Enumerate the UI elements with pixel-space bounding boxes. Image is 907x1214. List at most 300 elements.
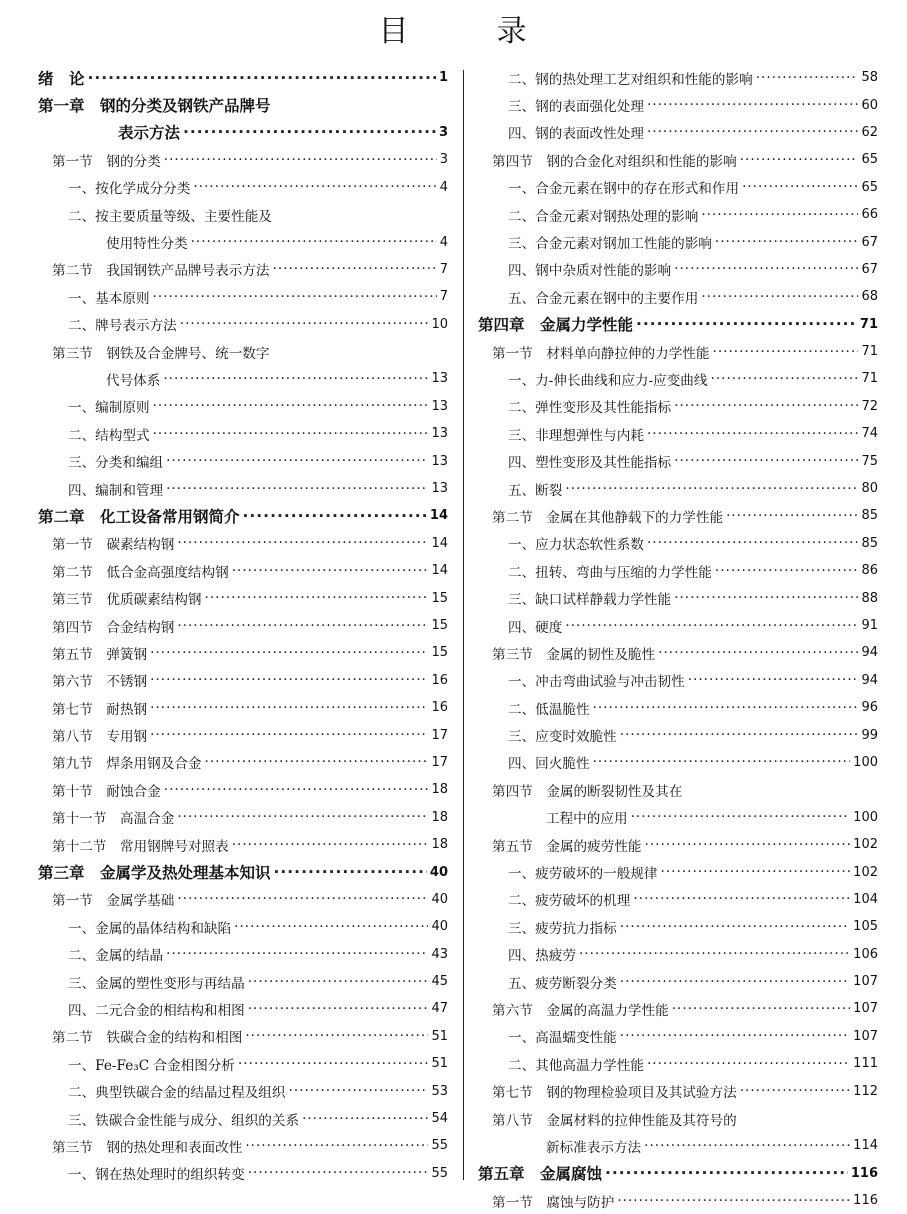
- dot-leader: [674, 590, 858, 606]
- toc-entry-page: 15: [431, 590, 448, 606]
- toc-entry-page: 40: [431, 919, 448, 935]
- toc-entry-item: [478, 91, 878, 118]
- toc-entry-label: 二、典型铁碳合金的结晶过程及组织: [68, 1085, 286, 1102]
- toc-entry-label: 五、疲劳断裂分类: [508, 975, 617, 992]
- toc-entry-page: 71: [861, 371, 878, 387]
- dot-leader: [617, 1193, 850, 1209]
- dot-leader: [726, 508, 858, 524]
- toc-entry-page: 45: [431, 974, 448, 990]
- toc-entry-label: 一、Fe-Fe₃C 合金相图分析: [68, 1057, 235, 1074]
- toc-entry-item: [478, 119, 878, 146]
- toc-entry-page: 14: [429, 508, 448, 524]
- toc-entry-item: [38, 941, 448, 968]
- toc-entry-label: 一、基本原则: [68, 290, 150, 307]
- toc-entry-label: 三、铁碳合金性能与成分、组织的关系: [68, 1112, 300, 1129]
- toc-entry-label: 第十一节 高温合金: [52, 811, 175, 828]
- toc-entry-section: [478, 831, 878, 858]
- toc-entry-item: [478, 941, 878, 968]
- toc-entry-page: 55: [431, 1165, 448, 1181]
- toc-entry-page: 116: [853, 1193, 878, 1209]
- dot-leader: [674, 398, 858, 414]
- dot-leader: [193, 179, 436, 195]
- toc-entry-page: 1: [438, 70, 448, 86]
- toc-entry-label: 一、力-伸长曲线和应力-应变曲线: [508, 372, 708, 389]
- toc-entry-section: [478, 995, 878, 1022]
- toc-entry-page: 7: [439, 261, 448, 277]
- toc-entry-label: 四、编制和管理: [68, 482, 164, 499]
- toc-entry-page: 51: [431, 1056, 448, 1072]
- toc-entry-label: 四、二元合金的相结构和相图: [68, 1002, 245, 1019]
- toc-entry-page: 55: [431, 1138, 448, 1154]
- toc-entry-label: 第二章 化工设备常用钢简介: [38, 507, 240, 526]
- dot-leader: [248, 1001, 429, 1017]
- toc-entry-page: 60: [861, 97, 878, 113]
- dot-leader: [153, 398, 429, 414]
- dot-leader: [647, 124, 859, 140]
- toc-entry-chapter: [38, 91, 448, 118]
- toc-entry-section: [38, 694, 448, 721]
- toc-entry-page: 40: [429, 864, 448, 880]
- toc-entry-item: [38, 475, 448, 502]
- toc-entry-label: 一、按化学成分分类: [68, 181, 191, 198]
- toc-entry-label: 第四节 钢的合金化对组织和性能的影响: [492, 153, 737, 170]
- dot-leader: [166, 481, 428, 497]
- toc-entry-label: 第一节 材料单向静拉伸的力学性能: [492, 345, 710, 362]
- toc-entry-item: [478, 475, 878, 502]
- toc-entry-page: 91: [861, 618, 878, 633]
- dot-leader: [644, 1138, 850, 1154]
- toc-entry-item: [38, 420, 448, 447]
- toc-entry-page: 99: [861, 727, 878, 743]
- dot-leader: [273, 261, 437, 277]
- toc-entry-page: 85: [861, 508, 878, 524]
- title-char-right: 录: [496, 14, 529, 49]
- toc-entry-section: [478, 146, 878, 173]
- toc-entry-label: 四、热疲劳: [508, 948, 576, 965]
- toc-entry-section: [478, 776, 878, 803]
- column-divider: [463, 70, 464, 1180]
- dot-leader: [593, 700, 859, 716]
- title-char-left: 目: [378, 14, 411, 49]
- toc-entry-section: [38, 338, 448, 365]
- toc-entry-page: 65: [861, 152, 878, 168]
- toc-entry-page: 102: [853, 864, 878, 880]
- dot-leader: [701, 207, 858, 223]
- toc-entry-label: 一、应力状态软性系数: [508, 537, 644, 554]
- toc-entry-item: [478, 584, 878, 611]
- page-title: [0, 6, 907, 50]
- toc-entry-label: 三、应变时效脆性: [508, 729, 617, 746]
- dot-leader: [180, 316, 429, 332]
- toc-entry-item: [478, 420, 878, 447]
- dot-leader: [593, 754, 851, 770]
- dot-leader: [150, 645, 428, 661]
- dot-leader: [672, 1001, 850, 1017]
- toc-entry-page: 114: [853, 1138, 878, 1154]
- toc-entry-item: [38, 1077, 448, 1104]
- dot-leader: [238, 1056, 428, 1072]
- toc-entry-label: 二、金属的结晶: [68, 948, 164, 965]
- dot-leader: [166, 946, 428, 962]
- toc-left-column: [38, 64, 448, 1187]
- toc-entry-item: [478, 721, 878, 748]
- toc-entry-item: [478, 174, 878, 201]
- dot-leader: [177, 809, 428, 825]
- toc-entry-label: 第七节 耐热钢: [52, 701, 148, 718]
- toc-entry-item: [38, 311, 448, 338]
- toc-entry-item: [38, 995, 448, 1022]
- toc-entry-item: [478, 612, 878, 639]
- toc-entry-page: 107: [853, 1001, 878, 1017]
- toc-entry-section: [478, 1187, 878, 1214]
- dot-leader: [177, 891, 428, 907]
- dot-leader: [674, 261, 858, 277]
- toc-entry-item: [38, 1105, 448, 1132]
- dot-leader: [191, 234, 437, 250]
- toc-entry-label: 第五节 弹簧钢: [52, 646, 148, 663]
- toc-entry-section: [38, 557, 448, 584]
- dot-leader: [740, 152, 859, 168]
- toc-entry-label: 五、合金元素在钢中的主要作用: [508, 290, 699, 307]
- toc-entry-page: 18: [431, 782, 448, 798]
- toc-entry-item: [478, 858, 878, 885]
- toc-entry-page: 80: [861, 481, 878, 497]
- dot-leader: [205, 590, 429, 606]
- dot-leader: [150, 727, 428, 743]
- toc-entry-label: 第一节 钢的分类: [52, 153, 161, 170]
- toc-entry-chapter: [478, 311, 878, 338]
- toc-entry-page: 68: [861, 289, 878, 305]
- toc-entry-label: 第一节 金属学基础: [52, 893, 175, 910]
- toc-entry-label: 第一节 碳素结构钢: [52, 537, 175, 554]
- dot-leader: [715, 234, 859, 250]
- dot-leader: [177, 535, 428, 551]
- toc-entry-item: [478, 64, 878, 91]
- toc-entry-label: 二、结构型式: [68, 427, 150, 444]
- toc-entry-chapter: [478, 1160, 878, 1187]
- dot-leader: [756, 70, 859, 86]
- dot-leader: [232, 563, 429, 579]
- dot-leader: [647, 1056, 850, 1072]
- toc-entry-item: [478, 256, 878, 283]
- toc-entry-page: 58: [861, 70, 878, 86]
- dot-leader: [183, 123, 436, 141]
- toc-entry-section: [38, 749, 448, 776]
- dot-leader: [633, 891, 850, 907]
- dot-leader: [274, 863, 427, 881]
- dot-leader: [88, 69, 436, 87]
- toc-entry-section: [478, 804, 878, 831]
- toc-entry-item: [38, 283, 448, 310]
- toc-entry-item: [478, 1023, 878, 1050]
- dot-leader: [636, 315, 857, 333]
- toc-entry-page: 10: [431, 316, 448, 332]
- dot-leader: [647, 535, 859, 551]
- dot-leader: [205, 754, 429, 770]
- toc-entry-item: [38, 1160, 448, 1187]
- toc-entry-label: 三、金属的塑性变形与再结晶: [68, 975, 245, 992]
- toc-entry-section: [38, 612, 448, 639]
- dot-leader: [688, 672, 859, 688]
- dot-leader: [715, 563, 859, 579]
- toc-entry-label: 三、合金元素对钢加工性能的影响: [508, 236, 712, 253]
- toc-entry-page: 4: [439, 234, 448, 250]
- toc-entry-page: 40: [431, 891, 448, 907]
- dot-leader: [713, 344, 859, 360]
- dot-leader: [245, 1028, 428, 1044]
- toc-entry-item: [38, 393, 448, 420]
- toc-entry-item: [478, 201, 878, 228]
- toc-entry-page: 13: [431, 371, 448, 387]
- toc-entry-page: 107: [853, 974, 878, 990]
- toc-entry-label: 第三节 钢铁及合金牌号、统一数字: [52, 345, 270, 362]
- toc-entry-page: 3: [439, 152, 448, 168]
- dot-leader: [620, 1028, 850, 1044]
- dot-leader: [658, 645, 858, 661]
- toc-entry-chapter: [38, 502, 448, 529]
- dot-leader: [579, 946, 850, 962]
- toc-entry-section: [478, 639, 878, 666]
- toc-entry-item: [478, 283, 878, 310]
- toc-entry-page: 66: [861, 207, 878, 223]
- toc-entry-label: 第九节 焊条用钢及合金: [52, 756, 202, 773]
- toc-entry-label: 一、合金元素在钢中的存在形式和作用: [508, 181, 740, 198]
- toc-entry-label: 一、编制原则: [68, 400, 150, 417]
- toc-entry-section: [38, 886, 448, 913]
- toc-entry-page: 14: [431, 535, 448, 551]
- dot-leader: [302, 1111, 428, 1127]
- toc-entry-page: 47: [431, 1001, 448, 1017]
- toc-entry-item: [478, 1050, 878, 1077]
- toc-entry-label: 二、弹性变形及其性能指标: [508, 400, 672, 417]
- toc-entry-label: 第二节 金属在其他静载下的力学性能: [492, 509, 724, 526]
- toc-entry-chapter: [38, 858, 448, 885]
- dot-leader: [742, 179, 858, 195]
- toc-entry-label: 四、塑性变形及其性能指标: [508, 455, 672, 472]
- toc-entry-item: [478, 968, 878, 995]
- toc-entry-page: 74: [861, 426, 878, 442]
- dot-leader: [248, 1165, 429, 1181]
- dot-leader: [565, 481, 858, 497]
- toc-entry-label: 一、高温蠕变性能: [508, 1030, 617, 1047]
- toc-entry-item: [38, 174, 448, 201]
- toc-entry-section: [478, 502, 878, 529]
- dot-leader: [620, 974, 850, 990]
- toc-entry-page: 43: [431, 946, 448, 962]
- toc-entry-page: 18: [431, 809, 448, 825]
- dot-leader: [164, 152, 437, 168]
- toc-entry-section: [38, 639, 448, 666]
- toc-entry-page: 75: [861, 453, 878, 469]
- toc-entry-page: 111: [853, 1056, 878, 1072]
- toc-entry-page: 4: [439, 179, 448, 195]
- toc-entry-label: 一、疲劳破坏的一般规律: [508, 866, 658, 883]
- toc-entry-page: 104: [853, 891, 878, 907]
- toc-entry-item: [38, 968, 448, 995]
- toc-entry-section: [38, 146, 448, 173]
- dot-leader: [164, 782, 429, 798]
- toc-entry-page: 112: [853, 1083, 878, 1099]
- toc-entry-page: 96: [861, 700, 878, 716]
- dot-leader: [163, 371, 428, 387]
- dot-leader: [234, 919, 428, 935]
- toc-entry-label: 第七节 钢的物理检验项目及其试验方法: [492, 1085, 737, 1102]
- toc-entry-page: 3: [438, 124, 448, 140]
- toc-right-column: [478, 64, 878, 1214]
- toc-entry-label: 三、非理想弹性与内耗: [508, 427, 644, 444]
- toc-entry-section: [38, 804, 448, 831]
- toc-entry-label: 第二节 低合金高强度结构钢: [52, 564, 229, 581]
- toc-entry-page: 71: [861, 344, 878, 360]
- toc-entry-item: [478, 447, 878, 474]
- toc-entry-label: 工程中的应用: [546, 811, 628, 828]
- toc-entry-page: 51: [431, 1028, 448, 1044]
- toc-entry-section: [478, 1105, 878, 1132]
- toc-entry-label: 第一章 钢的分类及钢铁产品牌号: [38, 97, 271, 116]
- dot-leader: [631, 809, 851, 825]
- toc-entry-item: [478, 667, 878, 694]
- toc-entry-item: [38, 1050, 448, 1077]
- dot-leader: [289, 1083, 429, 1099]
- dot-leader: [153, 289, 437, 305]
- toc-entry-item: [478, 557, 878, 584]
- toc-entry-section: [38, 256, 448, 283]
- toc-entry-page: 16: [431, 672, 448, 688]
- toc-entry-label: 表示方法: [118, 124, 181, 143]
- toc-entry-label: 三、缺口试样静载力学性能: [508, 592, 672, 609]
- toc-entry-label: 第十二节 常用钢牌号对照表: [52, 838, 229, 855]
- toc-entry-label: 新标准表示方法: [546, 1139, 642, 1156]
- dot-leader: [645, 837, 851, 853]
- toc-entry-item: [478, 365, 878, 392]
- toc-entry-page: 94: [861, 645, 878, 661]
- dot-leader: [661, 864, 851, 880]
- toc-entry-page: 17: [431, 727, 448, 743]
- toc-entry-label: 三、分类和编组: [68, 455, 164, 472]
- dot-leader: [248, 974, 429, 990]
- toc-entry-section: [38, 584, 448, 611]
- toc-entry-page: 116: [850, 1165, 878, 1181]
- toc-entry-item: [38, 913, 448, 940]
- toc-entry-label: 第四节 金属的断裂韧性及其在: [492, 783, 683, 800]
- toc-entry-page: 13: [431, 398, 448, 414]
- toc-entry-page: 100: [853, 809, 878, 825]
- toc-entry-page: 15: [431, 618, 448, 633]
- dot-leader: [605, 1164, 848, 1182]
- toc-entry-section: [38, 776, 448, 803]
- toc-entry-section: [478, 338, 878, 365]
- dot-leader: [620, 919, 850, 935]
- toc-entry-page: 14: [431, 563, 448, 579]
- toc-entry-label: 二、其他高温力学性能: [508, 1057, 644, 1074]
- dot-leader: [647, 97, 859, 113]
- toc-entry-page: 62: [861, 124, 878, 140]
- toc-entry-label: 二、钢的热处理工艺对组织和性能的影响: [508, 71, 753, 88]
- toc-entry-label: 第八节 专用钢: [52, 729, 148, 746]
- toc-entry-item: [38, 228, 448, 255]
- toc-entry-label: 二、牌号表示方法: [68, 318, 177, 335]
- toc-entry-page: 15: [431, 645, 448, 661]
- toc-entry-label: 第三节 钢的热处理和表面改性: [52, 1139, 243, 1156]
- toc-entry-page: 53: [431, 1083, 448, 1099]
- toc-entry-label: 第三节 优质碳素结构钢: [52, 592, 202, 609]
- toc-entry-page: 16: [431, 700, 448, 716]
- toc-entry-label: 二、合金元素对钢热处理的影响: [508, 208, 699, 225]
- toc-entry-label: 四、硬度: [508, 619, 563, 636]
- toc-entry-item: [478, 886, 878, 913]
- toc-entry-section: [478, 1132, 878, 1159]
- toc-entry-label: 第二节 我国钢铁产品牌号表示方法: [52, 263, 270, 280]
- toc-entry-item: [478, 913, 878, 940]
- toc-entry-section: [38, 1023, 448, 1050]
- toc-entry-label: 第六节 不锈钢: [52, 674, 148, 691]
- dot-leader: [232, 837, 429, 853]
- toc-entry-label: 第三章 金属学及热处理基本知识: [38, 864, 271, 883]
- toc-entry-section: [38, 365, 448, 392]
- toc-entry-label: 二、低温脆性: [508, 701, 590, 718]
- toc-entry-section: [38, 721, 448, 748]
- toc-entry-item: [478, 393, 878, 420]
- toc-entry-label: 四、钢中杂质对性能的影响: [508, 263, 672, 280]
- toc-entry-section: [38, 667, 448, 694]
- toc-entry-label: 第五章 金属腐蚀: [478, 1165, 603, 1184]
- toc-entry-label: 使用特性分类: [106, 236, 188, 253]
- toc-entry-section: [38, 831, 448, 858]
- toc-entry-label: 第四节 合金结构钢: [52, 619, 175, 636]
- toc-entry-page: 71: [859, 316, 878, 332]
- toc-entry-page: 86: [861, 563, 878, 579]
- toc-entry-page: 72: [861, 398, 878, 414]
- toc-entry-label: 一、冲击弯曲试验与冲击韧性: [508, 674, 685, 691]
- dot-leader: [177, 618, 428, 634]
- toc-entry-page: 107: [853, 1028, 878, 1044]
- toc-entry-page: 106: [853, 946, 878, 962]
- toc-entry-label: 四、回火脆性: [508, 756, 590, 773]
- toc-entry-label: 第四章 金属力学性能: [478, 316, 634, 335]
- dot-leader: [711, 371, 859, 387]
- toc-entry-page: 54: [431, 1111, 448, 1127]
- dot-leader: [674, 453, 858, 469]
- toc-entry-section: [478, 1077, 878, 1104]
- toc-entry-label: 三、钢的表面强化处理: [508, 99, 644, 116]
- toc-entry-chapter: [38, 119, 448, 146]
- dot-leader: [740, 1083, 850, 1099]
- toc-entry-label: 第三节 金属的韧性及脆性: [492, 646, 656, 663]
- toc-entry-item: [478, 228, 878, 255]
- toc-entry-page: 17: [431, 754, 448, 770]
- toc-entry-label: 第二节 铁碳合金的结构和相图: [52, 1030, 243, 1047]
- toc-entry-page: 88: [861, 590, 878, 606]
- toc-entry-page: 102: [853, 837, 878, 853]
- toc-entry-label: 第十节 耐蚀合金: [52, 783, 161, 800]
- dot-leader: [166, 453, 428, 469]
- toc-entry-page: 85: [861, 535, 878, 551]
- toc-entry-label: 一、钢在热处理时的组织转变: [68, 1167, 245, 1184]
- dot-leader: [565, 618, 858, 634]
- toc-entry-chapter: [38, 64, 448, 91]
- toc-entry-label: 第一节 腐蚀与防护: [492, 1194, 615, 1211]
- toc-entry-page: 67: [861, 261, 878, 277]
- dot-leader: [620, 727, 859, 743]
- toc-entry-label: 第八节 金属材料的拉伸性能及其符号的: [492, 1112, 737, 1129]
- toc-entry-page: 105: [853, 919, 878, 935]
- toc-entry-label: 一、金属的晶体结构和缺陷: [68, 920, 232, 937]
- toc-entry-item: [38, 201, 448, 228]
- dot-leader: [245, 1138, 428, 1154]
- toc-entry-item: [478, 749, 878, 776]
- toc-entry-page: 7: [439, 289, 448, 305]
- toc-entry-page: 13: [431, 453, 448, 469]
